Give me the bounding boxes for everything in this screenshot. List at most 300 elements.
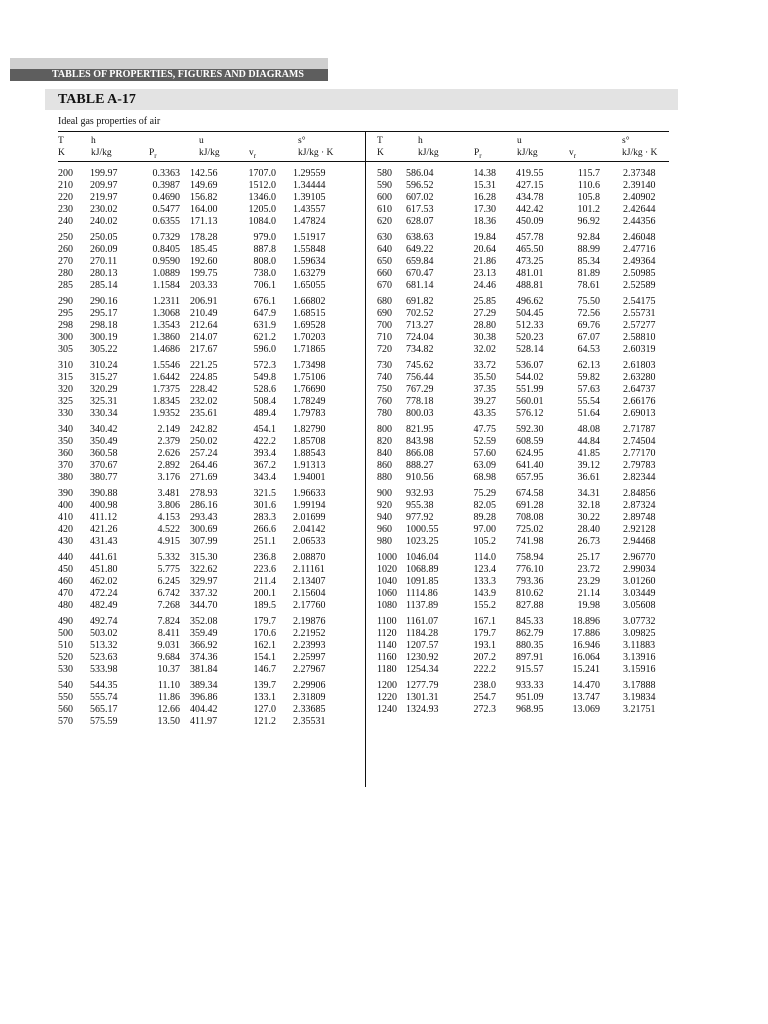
right-u-col-cell: 657.95 [516,471,544,483]
left-vr-col-cell: 301.6 [253,499,276,511]
right-vr-col-cell: 110.6 [577,179,600,191]
left-s-col-cell: 1.85708 [293,435,326,447]
right-s-col-cell: 2.89748 [623,511,656,523]
left-t-col-cell: 298 [58,319,73,331]
left-pr-col-cell: 1.8345 [152,395,180,407]
left-s-col-cell: 1.51917 [293,232,326,243]
left-u-col-cell: 293.43 [190,511,218,523]
right-vr-col-cell: 30.22 [577,511,600,523]
right-s-col-cell: 2.40902 [623,191,656,203]
right-s-col-cell: 2.71787 [623,424,656,435]
left-vr-col-cell: 1707.0 [248,168,276,179]
right-u-col-cell: 951.09 [516,691,544,703]
right-u-col-cell: 512.33 [516,319,544,331]
right-pr-col-cell: 114.0 [473,552,496,563]
left-pr-col-cell: 8.411 [157,627,180,639]
right-s-col-cell: 2.44356 [623,215,656,227]
left-t-col-cell: 295 [58,307,73,319]
right-u-col-cell: 827.88 [516,599,544,611]
right-h-col-cell: 955.38 [406,499,434,511]
left-s-col-cell: 1.94001 [293,471,326,483]
running-header-strip [10,69,328,81]
right-header-u-col-symbol: u [517,136,522,146]
left-vr-col-cell: 211.4 [253,575,276,587]
right-t-col-cell: 670 [377,279,392,291]
right-pr-col-cell: 14.38 [473,168,496,179]
right-vr-col-cell: 69.76 [577,319,600,331]
right-t-col-cell: 760 [377,395,392,407]
left-s-col-cell: 2.04142 [293,523,326,535]
left-h-col-cell: 431.43 [90,535,118,547]
left-h-col-cell: 330.34 [90,407,118,419]
right-h-col-cell: 691.82 [406,296,434,307]
left-h-col-cell: 300.19 [90,331,118,343]
left-h-col-cell: 285.14 [90,279,118,291]
left-h-col-cell: 513.32 [90,639,118,651]
left-t-col-cell: 570 [58,715,73,727]
right-s-col-cell: 2.99034 [623,563,656,575]
right-t-col-cell: 630 [377,232,392,243]
right-header-t-col-unit: K [377,148,384,158]
right-h-col-cell: 888.27 [406,459,434,471]
right-u-col-cell: 708.08 [516,511,544,523]
right-s-col-cell: 2.94468 [623,535,656,547]
right-h-col-cell: 745.62 [406,360,434,371]
right-vr-col-cell: 62.13 [577,360,600,371]
left-h-col-cell: 370.67 [90,459,118,471]
right-u-col-cell: 560.01 [516,395,544,407]
left-vr-col-cell: 979.0 [253,232,276,243]
right-u-col-cell: 442.42 [516,203,544,215]
right-u-col-cell: 576.12 [516,407,544,419]
right-u-col-cell: 544.02 [516,371,544,383]
right-pr-col-cell: 35.50 [473,371,496,383]
right-s-col-cell: 2.42644 [623,203,656,215]
right-u-col-cell: 434.78 [516,191,544,203]
left-u-col-cell: 366.92 [190,639,218,651]
left-pr-col-cell: 1.5546 [152,360,180,371]
left-header-u-col-symbol: u [199,136,204,146]
right-u-col-cell: 862.79 [516,627,544,639]
left-pr-col-cell: 0.5477 [152,203,180,215]
left-pr-col-cell: 11.86 [157,691,180,703]
left-t-col-cell: 440 [58,552,73,563]
right-s-col-cell: 2.47716 [623,243,656,255]
left-pr-col-cell: 0.3363 [152,168,180,179]
right-pr-col-cell: 32.02 [473,343,496,355]
left-pr-col-cell: 1.1584 [152,279,180,291]
right-t-col-cell: 680 [377,296,392,307]
right-vr-col-cell: 28.40 [577,523,600,535]
right-pr-col-cell: 89.28 [473,511,496,523]
left-t-col-cell: 250 [58,232,73,243]
right-pr-col-cell: 82.05 [473,499,496,511]
left-pr-col-cell: 1.4686 [152,343,180,355]
left-t-col-cell: 480 [58,599,73,611]
left-t-col-cell: 210 [58,179,73,191]
right-vr-col-cell: 115.7 [577,168,600,179]
left-t-col-cell: 340 [58,424,73,435]
right-h-col-cell: 866.08 [406,447,434,459]
left-vr-col-cell: 343.4 [253,471,276,483]
left-h-col-cell: 492.74 [90,616,118,627]
left-h-col-cell: 310.24 [90,360,118,371]
left-s-col-cell: 1.66802 [293,296,326,307]
right-vr-col-cell: 44.84 [577,435,600,447]
right-u-col-cell: 528.14 [516,343,544,355]
left-h-col-cell: 295.17 [90,307,118,319]
right-s-col-cell: 3.13916 [623,651,656,663]
right-h-col-cell: 649.22 [406,243,434,255]
right-h-col-cell: 977.92 [406,511,434,523]
right-t-col-cell: 800 [377,424,392,435]
right-s-col-cell: 3.21751 [623,703,656,715]
right-vr-col-cell: 59.82 [577,371,600,383]
right-pr-col-cell: 21.86 [473,255,496,267]
left-t-col-cell: 510 [58,639,73,651]
right-u-col-cell: 933.33 [516,680,544,691]
left-t-col-cell: 285 [58,279,73,291]
left-u-col-cell: 374.36 [190,651,218,663]
right-pr-col-cell: 272.3 [473,703,496,715]
left-u-col-cell: 337.32 [190,587,218,599]
left-s-col-cell: 2.29906 [293,680,326,691]
right-t-col-cell: 700 [377,319,392,331]
left-s-col-cell: 1.47824 [293,215,326,227]
left-u-col-cell: 224.85 [190,371,218,383]
right-s-col-cell: 2.79783 [623,459,656,471]
right-s-col-cell: 2.87324 [623,499,656,511]
left-vr-col-cell: 146.7 [253,663,276,675]
right-s-col-cell: 2.66176 [623,395,656,407]
left-t-col-cell: 230 [58,203,73,215]
left-vr-col-cell: 572.3 [253,360,276,371]
right-t-col-cell: 900 [377,488,392,499]
left-vr-col-cell: 127.0 [253,703,276,715]
left-vr-col-cell: 808.0 [253,255,276,267]
left-h-col-cell: 503.02 [90,627,118,639]
left-pr-col-cell: 3.806 [157,499,180,511]
left-t-col-cell: 500 [58,627,73,639]
left-pr-col-cell: 1.3543 [152,319,180,331]
left-t-col-cell: 460 [58,575,73,587]
left-h-col-cell: 390.88 [90,488,118,499]
right-u-col-cell: 691.28 [516,499,544,511]
left-vr-col-cell: 1084.0 [248,215,276,227]
left-s-col-cell: 1.34444 [293,179,326,191]
left-u-col-cell: 271.69 [190,471,218,483]
right-u-col-cell: 725.02 [516,523,544,535]
right-h-col-cell: 724.04 [406,331,434,343]
right-h-col-cell: 638.63 [406,232,434,243]
left-u-col-cell: 286.16 [190,499,218,511]
left-pr-col-cell: 1.3860 [152,331,180,343]
right-h-col-cell: 734.82 [406,343,434,355]
right-vr-col-cell: 101.2 [577,203,600,215]
right-vr-col-cell: 14.470 [572,680,600,691]
left-h-col-cell: 482.49 [90,599,118,611]
right-vr-col-cell: 17.886 [572,627,600,639]
right-vr-col-cell: 23.72 [577,563,600,575]
right-u-col-cell: 608.59 [516,435,544,447]
right-t-col-cell: 1120 [377,627,397,639]
left-pr-col-cell: 7.268 [157,599,180,611]
right-t-col-cell: 740 [377,371,392,383]
left-h-col-cell: 280.13 [90,267,118,279]
right-pr-col-cell: 23.13 [473,267,496,279]
right-u-col-cell: 968.95 [516,703,544,715]
left-u-col-cell: 214.07 [190,331,218,343]
right-s-col-cell: 3.01260 [623,575,656,587]
left-u-col-cell: 221.25 [190,360,218,371]
left-t-col-cell: 420 [58,523,73,535]
left-h-col-cell: 360.58 [90,447,118,459]
right-h-col-cell: 1277.79 [406,680,439,691]
left-u-col-cell: 264.46 [190,459,218,471]
right-t-col-cell: 860 [377,459,392,471]
right-h-col-cell: 681.14 [406,279,434,291]
left-u-col-cell: 171.13 [190,215,218,227]
right-u-col-cell: 520.23 [516,331,544,343]
right-t-col-cell: 690 [377,307,392,319]
right-u-col-cell: 419.55 [516,168,544,179]
left-s-col-cell: 1.75106 [293,371,326,383]
right-t-col-cell: 620 [377,215,392,227]
left-pr-col-cell: 1.3068 [152,307,180,319]
right-u-col-cell: 641.40 [516,459,544,471]
right-t-col-cell: 840 [377,447,392,459]
right-s-col-cell: 2.54175 [623,296,656,307]
right-h-col-cell: 1161.07 [406,616,439,627]
left-s-col-cell: 1.78249 [293,395,326,407]
right-h-col-cell: 586.04 [406,168,434,179]
right-vr-col-cell: 13.069 [572,703,600,715]
right-u-col-cell: 758.94 [516,552,544,563]
table-caption: Ideal gas properties of air [58,116,161,127]
left-vr-col-cell: 367.2 [253,459,276,471]
left-t-col-cell: 380 [58,471,73,483]
left-u-col-cell: 278.93 [190,488,218,499]
right-s-col-cell: 3.03449 [623,587,656,599]
left-s-col-cell: 2.31809 [293,691,326,703]
left-t-col-cell: 260 [58,243,73,255]
right-s-col-cell: 2.58810 [623,331,656,343]
right-vr-col-cell: 34.31 [577,488,600,499]
right-vr-col-cell: 51.64 [577,407,600,419]
left-h-col-cell: 325.31 [90,395,118,407]
right-u-col-cell: 793.36 [516,575,544,587]
right-t-col-cell: 1220 [377,691,397,703]
left-vr-col-cell: 139.7 [253,680,276,691]
right-t-col-cell: 730 [377,360,392,371]
right-s-col-cell: 2.64737 [623,383,656,395]
right-vr-col-cell: 88.99 [577,243,600,255]
right-pr-col-cell: 75.29 [473,488,496,499]
left-pr-col-cell: 12.66 [157,703,180,715]
left-u-col-cell: 359.49 [190,627,218,639]
left-vr-col-cell: 189.5 [253,599,276,611]
left-vr-col-cell: 170.6 [253,627,276,639]
left-header-s-col-unit: kJ/kg · K [298,148,334,158]
left-vr-col-cell: 676.1 [253,296,276,307]
left-h-col-cell: 290.16 [90,296,118,307]
right-u-col-cell: 450.09 [516,215,544,227]
left-h-col-cell: 421.26 [90,523,118,535]
right-t-col-cell: 940 [377,511,392,523]
right-pr-col-cell: 19.84 [473,232,496,243]
left-s-col-cell: 1.55848 [293,243,326,255]
right-s-col-cell: 2.77170 [623,447,656,459]
right-vr-col-cell: 15.241 [572,663,600,675]
right-u-col-cell: 551.99 [516,383,544,395]
left-s-col-cell: 2.01699 [293,511,326,523]
right-h-col-cell: 910.56 [406,471,434,483]
right-s-col-cell: 2.37348 [623,168,656,179]
right-t-col-cell: 1080 [377,599,397,611]
right-u-col-cell: 465.50 [516,243,544,255]
right-u-col-cell: 624.95 [516,447,544,459]
left-vr-col-cell: 283.3 [253,511,276,523]
right-pr-col-cell: 238.0 [473,680,496,691]
left-s-col-cell: 1.79783 [293,407,326,419]
right-vr-col-cell: 25.17 [577,552,600,563]
left-u-col-cell: 329.97 [190,575,218,587]
right-header-vr-col-unit: $v_r$ [569,148,577,160]
left-t-col-cell: 400 [58,499,73,511]
left-vr-col-cell: 223.6 [253,563,276,575]
left-t-col-cell: 450 [58,563,73,575]
left-h-col-cell: 350.49 [90,435,118,447]
right-t-col-cell: 640 [377,243,392,255]
left-vr-col-cell: 251.1 [253,535,276,547]
right-s-col-cell: 2.55731 [623,307,656,319]
left-t-col-cell: 350 [58,435,73,447]
right-header-pr-col-unit: $P_r$ [474,148,482,160]
right-u-col-cell: 776.10 [516,563,544,575]
left-s-col-cell: 2.23993 [293,639,326,651]
left-s-col-cell: 2.13407 [293,575,326,587]
left-s-col-cell: 1.91313 [293,459,326,471]
left-t-col-cell: 530 [58,663,73,675]
left-pr-col-cell: 0.7329 [152,232,180,243]
left-u-col-cell: 307.99 [190,535,218,547]
left-pr-col-cell: 2.149 [157,424,180,435]
right-pr-col-cell: 24.46 [473,279,496,291]
left-s-col-cell: 1.82790 [293,424,326,435]
left-vr-col-cell: 133.1 [253,691,276,703]
left-u-col-cell: 210.49 [190,307,218,319]
left-s-col-cell: 1.71865 [293,343,326,355]
right-h-col-cell: 932.93 [406,488,434,499]
right-h-col-cell: 1254.34 [406,663,439,675]
left-pr-col-cell: 6.245 [157,575,180,587]
right-t-col-cell: 780 [377,407,392,419]
right-pr-col-cell: 47.75 [473,424,496,435]
right-s-col-cell: 2.46048 [623,232,656,243]
left-t-col-cell: 330 [58,407,73,419]
left-pr-col-cell: 1.6442 [152,371,180,383]
left-u-col-cell: 142.56 [190,168,218,179]
left-pr-col-cell: 2.892 [157,459,180,471]
right-pr-col-cell: 37.35 [473,383,496,395]
right-h-col-cell: 1301.31 [406,691,439,703]
right-pr-col-cell: 16.28 [473,191,496,203]
right-vr-col-cell: 81.89 [577,267,600,279]
left-u-col-cell: 192.60 [190,255,218,267]
right-vr-col-cell: 105.8 [577,191,600,203]
right-vr-col-cell: 85.34 [577,255,600,267]
left-t-col-cell: 430 [58,535,73,547]
right-u-col-cell: 536.07 [516,360,544,371]
left-header-h-col-symbol: h [91,136,96,146]
left-h-col-cell: 230.02 [90,203,118,215]
left-u-col-cell: 389.34 [190,680,218,691]
left-u-col-cell: 352.08 [190,616,218,627]
left-vr-col-cell: 393.4 [253,447,276,459]
right-u-col-cell: 457.78 [516,232,544,243]
left-u-col-cell: 242.82 [190,424,218,435]
left-t-col-cell: 325 [58,395,73,407]
right-pr-col-cell: 254.7 [473,691,496,703]
right-h-col-cell: 607.02 [406,191,434,203]
right-t-col-cell: 590 [377,179,392,191]
right-u-col-cell: 810.62 [516,587,544,599]
right-h-col-cell: 821.95 [406,424,434,435]
table-banner [45,89,678,110]
right-s-col-cell: 2.52589 [623,279,656,291]
right-t-col-cell: 980 [377,535,392,547]
left-u-col-cell: 257.24 [190,447,218,459]
right-u-col-cell: 915.57 [516,663,544,675]
right-t-col-cell: 1040 [377,575,397,587]
left-s-col-cell: 2.25997 [293,651,326,663]
right-header-s-col-symbol: s° [622,136,630,146]
left-t-col-cell: 220 [58,191,73,203]
left-pr-col-cell: 5.332 [157,552,180,563]
left-u-col-cell: 322.62 [190,563,218,575]
left-pr-col-cell: 4.522 [157,523,180,535]
left-u-col-cell: 217.67 [190,343,218,355]
right-pr-col-cell: 207.2 [473,651,496,663]
left-s-col-cell: 2.19876 [293,616,326,627]
left-s-col-cell: 2.21952 [293,627,326,639]
left-s-col-cell: 2.35531 [293,715,326,727]
right-s-col-cell: 3.17888 [623,680,656,691]
right-vr-col-cell: 16.946 [572,639,600,651]
left-h-col-cell: 441.61 [90,552,118,563]
left-vr-col-cell: 200.1 [253,587,276,599]
right-pr-col-cell: 20.64 [473,243,496,255]
left-h-col-cell: 340.42 [90,424,118,435]
right-pr-col-cell: 143.9 [473,587,496,599]
right-h-col-cell: 756.44 [406,371,434,383]
left-header-t-col-symbol: T [58,136,64,146]
left-h-col-cell: 240.02 [90,215,118,227]
left-h-col-cell: 320.29 [90,383,118,395]
left-s-col-cell: 1.68515 [293,307,326,319]
right-pr-col-cell: 28.80 [473,319,496,331]
left-t-col-cell: 390 [58,488,73,499]
right-s-col-cell: 2.61803 [623,360,656,371]
left-s-col-cell: 1.59634 [293,255,326,267]
left-u-col-cell: 232.02 [190,395,218,407]
right-t-col-cell: 1200 [377,680,397,691]
right-u-col-cell: 504.45 [516,307,544,319]
left-vr-col-cell: 1205.0 [248,203,276,215]
right-t-col-cell: 610 [377,203,392,215]
right-h-col-cell: 1207.57 [406,639,439,651]
left-u-col-cell: 411.97 [190,715,218,727]
